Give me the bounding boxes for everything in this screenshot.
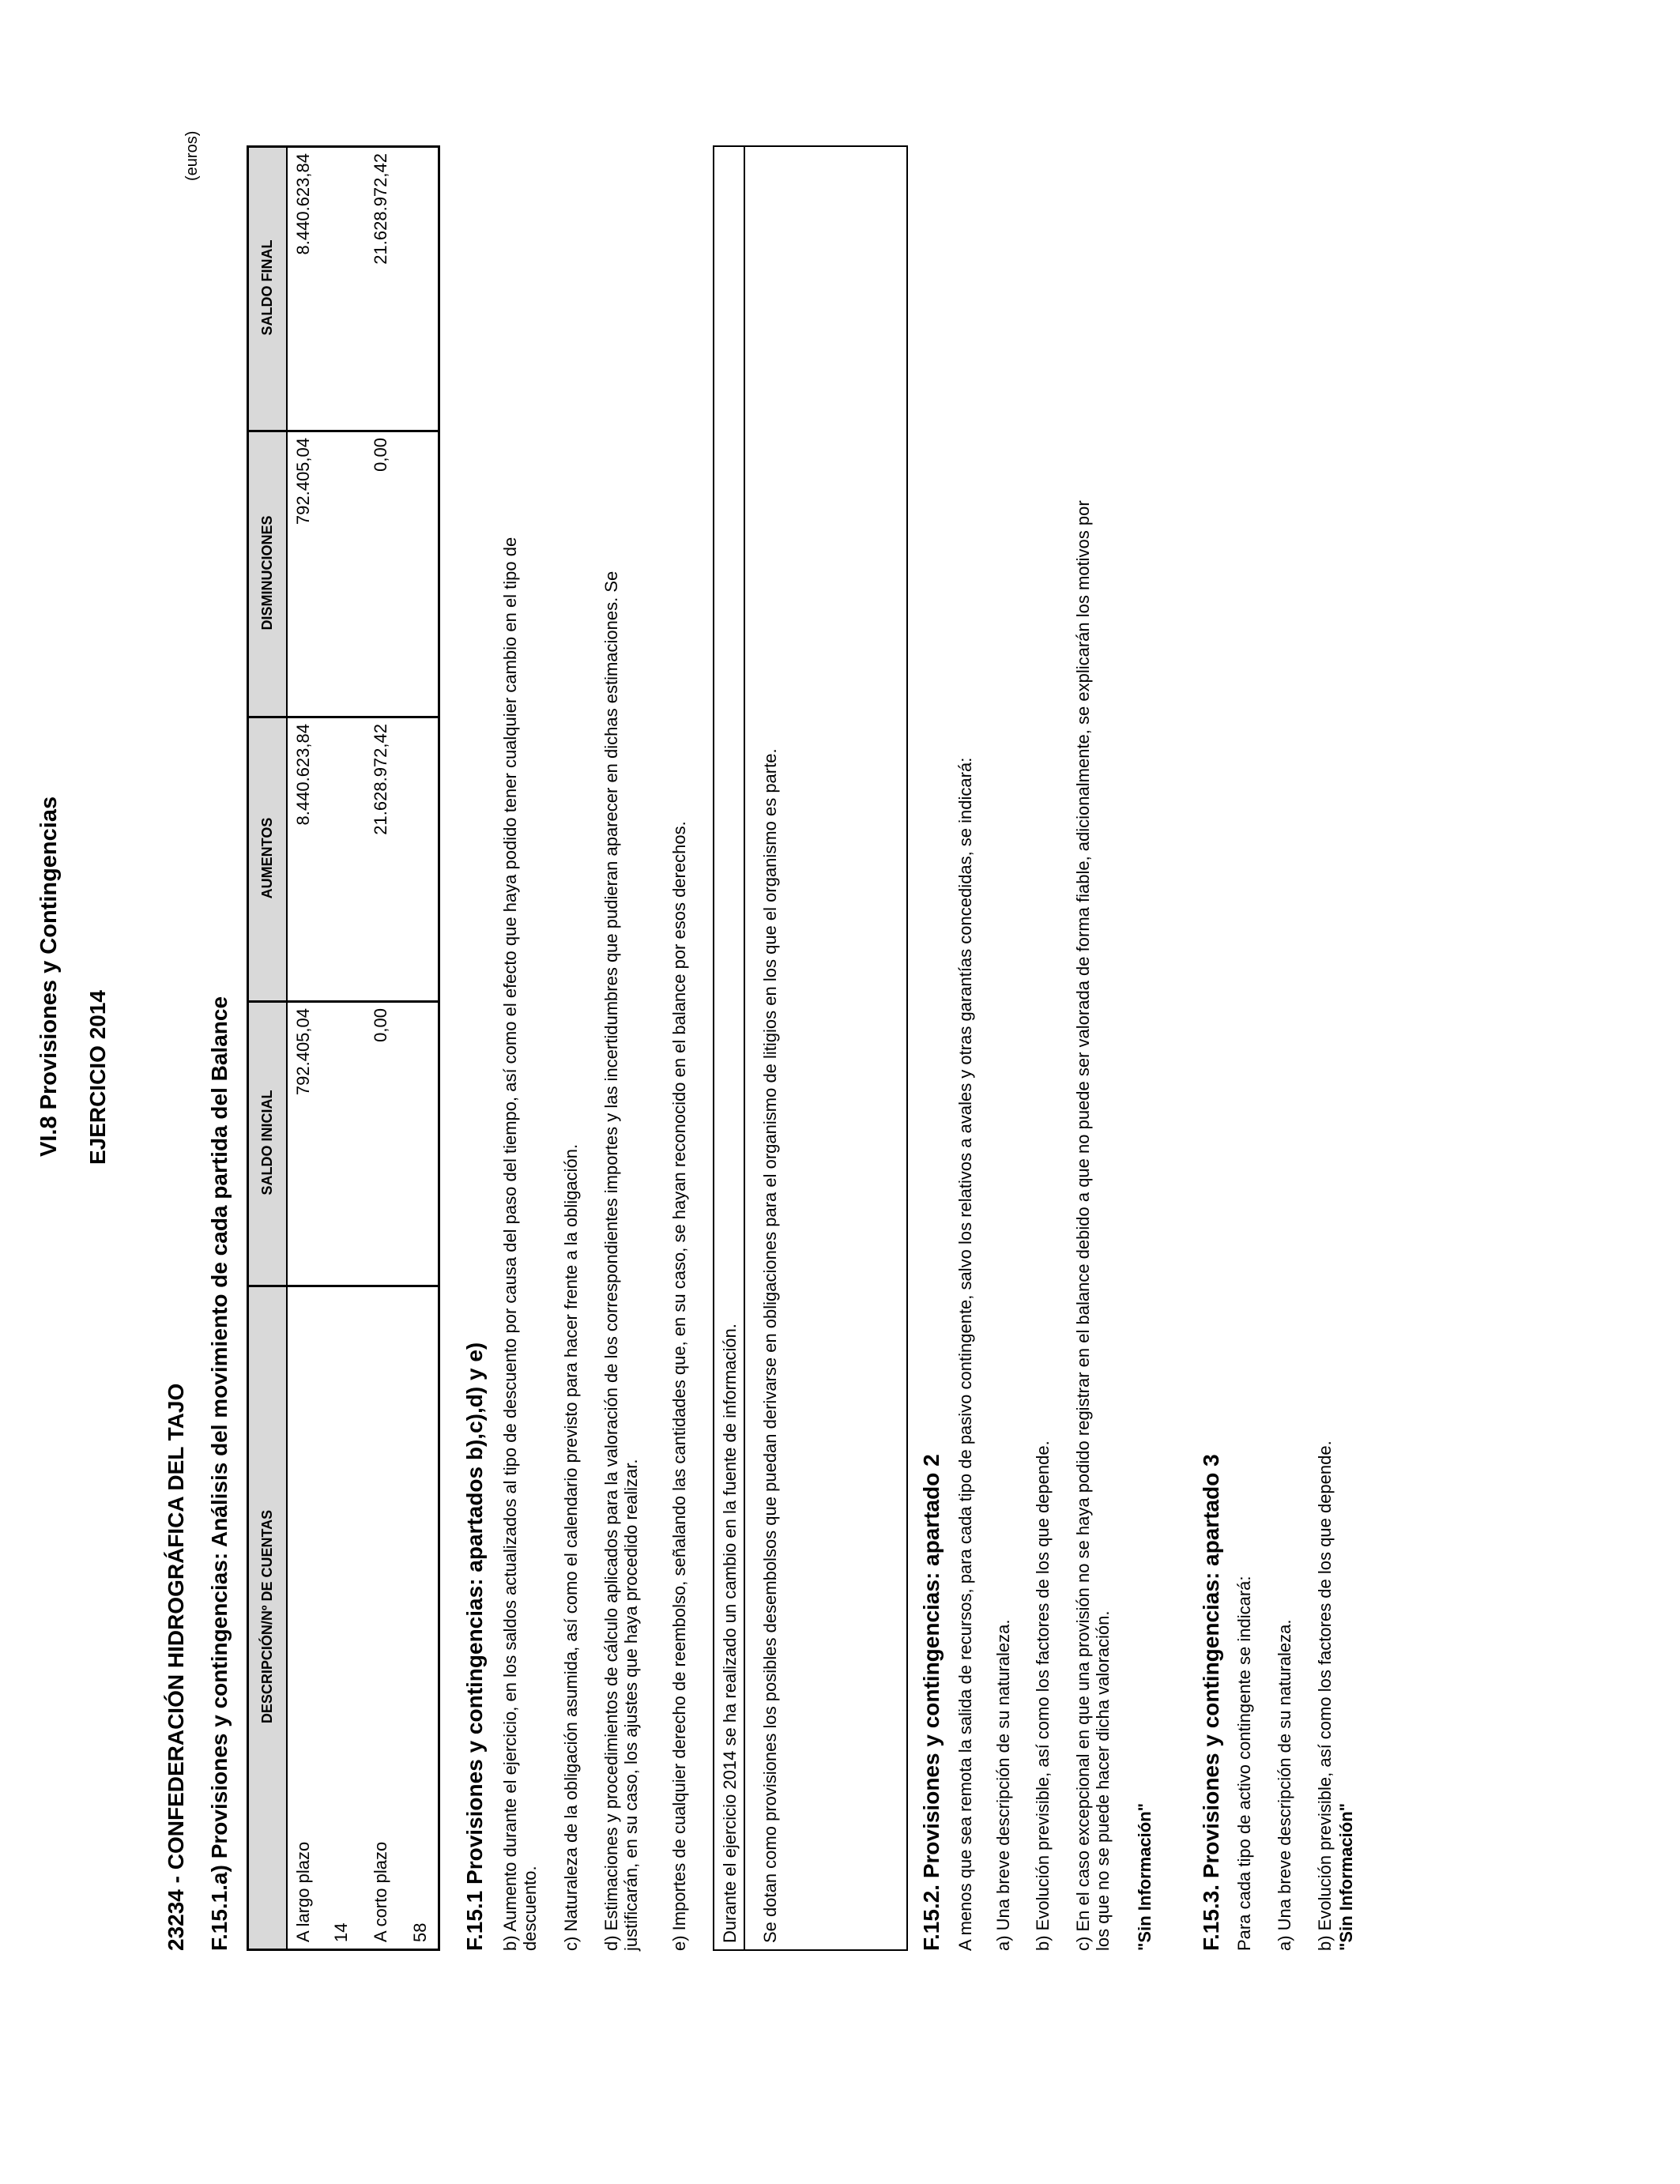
column-divider — [249, 430, 438, 432]
row-2-saldo-inicial: 0,00 — [371, 1008, 390, 1042]
section-3-title: F.15.3. Provisiones y contingencias: apartado 3 — [1199, 1454, 1223, 1951]
row-2-description: A corto plazo — [371, 1841, 390, 1942]
row-1-aumentos: 8.440.623,84 — [293, 724, 313, 826]
section-3-item-b: b) Evolución previsible, así como los factores de los que depende. — [1315, 1440, 1335, 1951]
item-b-line-1: b) Aumento durante el ejercicio, en los saldos actualizados al tipo de descuento por causa del paso del tiempo, así como el efecto que haya podido tener cualquier cambio en el tipo de — [500, 537, 520, 1951]
column-divider — [249, 1285, 438, 1287]
section-2-title: F.15.2. Provisiones y contingencias: apartado 2 — [919, 1454, 944, 1951]
report-title: VI.8 Provisiones y Contingencias — [36, 796, 62, 1157]
section-2-item-b: b) Evolución previsible, así como los factores de los que depende. — [1033, 1440, 1053, 1951]
section-3-no-information: "Sin Información" — [1336, 1802, 1356, 1951]
section-3-item-a: a) Una breve descripción de su naturaleza. — [1275, 1619, 1294, 1951]
section-2-no-information: "Sin Información" — [1135, 1802, 1155, 1951]
section-2-item-c-line-1: c) En el caso excepcional en que una provisión no se haya podido registrar en el balance debido a que no puede ser valorada de forma fiable, adicionalmente, se explicarán los motivos por — [1073, 500, 1093, 1951]
units-label: (euros) — [183, 130, 201, 181]
row-2-disminuciones: 0,00 — [371, 438, 390, 472]
item-e: e) Importes de cualquier derecho de reembolso, señalando las cantidades que, en su caso, se hayan reconocido en el balance por esos derechos. — [669, 821, 689, 1951]
report-year: EJERCICIO 2014 — [85, 990, 110, 1165]
info-box-line-1: Durante el ejercicio 2014 se ha realizado un cambio en la fuente de información. — [720, 1324, 740, 1943]
col-header-saldo-final: SALDO FINAL — [259, 239, 275, 336]
organization-name: 23234 - CONFEDERACIÓN HIDROGRÁFICA DEL TAJO — [164, 1383, 188, 1951]
section-2-item-c-line-2: los que no se puede hacer dicha valoración. — [1093, 1610, 1113, 1951]
item-d-line-1: d) Estimaciones y procedimientos de cálculo aplicados para la valoración de los correspondientes importes y las incertidumbres que pudieran aparecer en dichas estimaciones. Se — [601, 570, 621, 1951]
section-3-intro: Para cada tipo de activo contingente se indicará: — [1234, 1576, 1254, 1951]
column-divider — [249, 1000, 438, 1003]
section-a-title: F.15.1.a) Provisiones y contingencias: Análisis del movimiento de cada partida del Balance — [207, 996, 232, 1951]
col-header-aumentos: AUMENTOS — [259, 817, 275, 899]
provisions-table — [247, 145, 440, 1951]
row-2-account: 58 — [410, 1922, 430, 1942]
col-header-saldo-inicial: SALDO INICIAL — [259, 1090, 275, 1196]
info-box-line-2: Se dotan como provisiones los posibles desembolsos que puedan derivarse en obligaciones para el organismo de litigios en los que el organismo es parte. — [760, 748, 780, 1943]
item-d-line-2: justificarán, en su caso, los ajustes que haya procedido realizar. — [621, 1459, 641, 1951]
row-1-disminuciones: 792.405,04 — [293, 438, 313, 525]
item-c: c) Naturaleza de la obligación asumida, así como el calendario previsto para hacer frente a la obligación. — [561, 1143, 581, 1951]
row-2-saldo-final: 21.628.972,42 — [371, 153, 390, 265]
col-header-disminuciones: DISMINUCIONES — [259, 515, 275, 631]
row-2-aumentos: 21.628.972,42 — [371, 724, 390, 835]
row-1-saldo-inicial: 792.405,04 — [293, 1008, 313, 1096]
col-header-description: DESCRIPCIÓN/Nº DE CUENTAS — [259, 1509, 275, 1724]
information-box — [713, 145, 908, 1951]
row-1-description: A largo plazo — [293, 1841, 313, 1942]
row-1-account: 14 — [331, 1922, 351, 1942]
section-b-title: F.15.1 Provisiones y contingencias: apartados b),c),d) y e) — [462, 1342, 487, 1951]
row-1-saldo-final: 8.440.623,84 — [293, 153, 313, 255]
section-2-intro: A menos que sea remota la salida de recursos, para cada tipo de pasivo contingente, salvo los relativos a avales y otras garantías concedidas, se indicará: — [955, 757, 975, 1951]
column-divider — [249, 716, 438, 718]
item-b-line-2: descuento. — [520, 1866, 540, 1951]
info-box-divider — [744, 147, 745, 1949]
section-2-item-a: a) Una breve descripción de su naturaleza. — [993, 1619, 1013, 1951]
